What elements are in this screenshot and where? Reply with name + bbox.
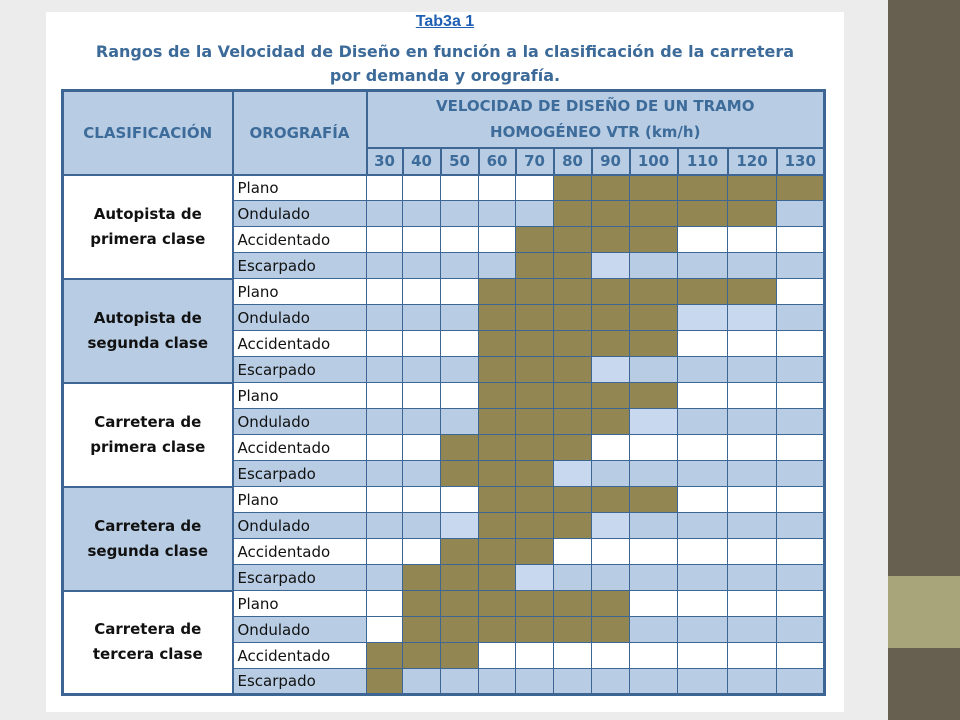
classification-line-2: segunda clase [87, 333, 209, 352]
speed-cell-applicable [479, 279, 516, 305]
speed-cell [630, 435, 678, 461]
speed-cell-applicable [728, 175, 777, 201]
speed-cell [777, 409, 825, 435]
speed-cell-applicable [592, 175, 630, 201]
speed-cell [678, 565, 728, 591]
speed-cell [479, 201, 516, 227]
speed-cell-applicable [554, 617, 592, 643]
table-row [63, 591, 825, 617]
speed-cell [367, 175, 403, 201]
speed-cell-applicable [516, 253, 554, 279]
speed-cell-applicable [592, 331, 630, 357]
classification-cell [63, 487, 233, 591]
orografia-cell: Escarpado [233, 253, 367, 279]
speed-cell [777, 227, 825, 253]
speed-cell-applicable [516, 331, 554, 357]
orografia-cell: Escarpado [233, 461, 367, 487]
speed-cell [441, 409, 479, 435]
speed-cell-applicable [479, 617, 516, 643]
speed-cell-applicable [554, 591, 592, 617]
speed-header-40: 40 [403, 148, 441, 175]
table-row [63, 279, 825, 305]
speed-cell-applicable [441, 591, 479, 617]
speed-cell [728, 487, 777, 513]
speed-cell [678, 435, 728, 461]
speed-cell-applicable [592, 305, 630, 331]
speed-cell-applicable [678, 201, 728, 227]
speed-cell-applicable [554, 227, 592, 253]
speed-cell-applicable [441, 461, 479, 487]
speed-cell [592, 357, 630, 383]
speed-cell-applicable [592, 617, 630, 643]
speed-cell [367, 305, 403, 331]
speed-cell [403, 383, 441, 409]
speed-header-120: 120 [728, 148, 777, 175]
speed-cell-applicable [554, 253, 592, 279]
speed-cell-applicable [441, 617, 479, 643]
orografia-cell: Plano [233, 279, 367, 305]
speed-cell [728, 669, 777, 695]
header-clasificacion: CLASIFICACIÓN [63, 91, 233, 175]
speed-cell [678, 383, 728, 409]
speed-cell [728, 617, 777, 643]
speed-header-90: 90 [592, 148, 630, 175]
speed-cell [441, 201, 479, 227]
speed-cell-applicable [592, 227, 630, 253]
speed-cell-applicable [554, 305, 592, 331]
speed-cell [728, 591, 777, 617]
speed-cell-applicable [678, 175, 728, 201]
speed-cell-applicable [479, 409, 516, 435]
design-speed-table [61, 89, 826, 696]
speed-cell [630, 669, 678, 695]
speed-cell [678, 539, 728, 565]
speed-cell [403, 357, 441, 383]
speed-cell-applicable [403, 565, 441, 591]
speed-cell-applicable [479, 357, 516, 383]
orografia-cell: Ondulado [233, 409, 367, 435]
speed-cell [592, 669, 630, 695]
speed-cell [592, 253, 630, 279]
speed-cell [441, 279, 479, 305]
classification-line-2: primera clase [90, 437, 206, 456]
classification-line-2: primera clase [90, 229, 206, 248]
speed-cell [367, 253, 403, 279]
caption-line-2: por demanda y orografía. [329, 66, 561, 85]
speed-header-60: 60 [479, 148, 516, 175]
speed-cell [678, 487, 728, 513]
speed-cell [479, 227, 516, 253]
classification-cell [63, 591, 233, 695]
speed-cell-applicable [516, 591, 554, 617]
speed-cell [630, 591, 678, 617]
speed-cell [441, 305, 479, 331]
header-velocidad-line-2: HOMOGÉNEO VTR (km/h) [490, 123, 701, 142]
speed-cell-applicable [403, 643, 441, 669]
speed-cell [441, 513, 479, 539]
orografia-cell: Ondulado [233, 305, 367, 331]
orografia-cell: Plano [233, 591, 367, 617]
classification-line-1: Autopista de [93, 308, 202, 327]
speed-cell [777, 253, 825, 279]
speed-cell [728, 435, 777, 461]
speed-cell [592, 643, 630, 669]
speed-cell-applicable [441, 435, 479, 461]
speed-cell-applicable [479, 591, 516, 617]
speed-cell [403, 253, 441, 279]
classification-line-1: Carretera de [94, 620, 202, 639]
speed-cell [479, 643, 516, 669]
orografia-cell: Plano [233, 383, 367, 409]
speed-cell [678, 617, 728, 643]
orografia-cell: Ondulado [233, 513, 367, 539]
speed-cell [403, 279, 441, 305]
speed-cell-applicable [479, 331, 516, 357]
speed-cell-applicable [516, 357, 554, 383]
speed-cell-applicable [479, 487, 516, 513]
speed-cell [403, 435, 441, 461]
speed-cell-applicable [403, 591, 441, 617]
speed-header-130: 130 [777, 148, 825, 175]
speed-cell [777, 435, 825, 461]
speed-cell [777, 331, 825, 357]
speed-cell [678, 305, 728, 331]
speed-cell [678, 591, 728, 617]
speed-cell [728, 461, 777, 487]
orografia-cell: Escarpado [233, 357, 367, 383]
speed-cell-applicable [516, 409, 554, 435]
speed-cell [441, 253, 479, 279]
table-row [63, 487, 825, 513]
speed-cell [367, 201, 403, 227]
speed-cell [403, 227, 441, 253]
speed-cell [441, 383, 479, 409]
speed-cell [728, 383, 777, 409]
speed-cell-applicable [592, 487, 630, 513]
speed-cell [630, 539, 678, 565]
speed-cell [367, 487, 403, 513]
speed-cell [367, 461, 403, 487]
speed-cell [728, 253, 777, 279]
speed-cell [678, 513, 728, 539]
header-velocidad [367, 91, 825, 148]
speed-cell [516, 565, 554, 591]
speed-cell [777, 305, 825, 331]
speed-cell-applicable [516, 383, 554, 409]
speed-cell [678, 253, 728, 279]
speed-cell [403, 539, 441, 565]
speed-cell-applicable [728, 279, 777, 305]
speed-cell-applicable [479, 565, 516, 591]
speed-header-30: 30 [367, 148, 403, 175]
speed-cell [554, 643, 592, 669]
speed-cell [777, 591, 825, 617]
speed-cell [367, 591, 403, 617]
speed-cell [777, 279, 825, 305]
speed-cell-applicable [516, 461, 554, 487]
speed-cell [441, 227, 479, 253]
classification-line-1: Carretera de [94, 516, 202, 535]
orografia-cell: Accidentado [233, 643, 367, 669]
speed-cell [777, 201, 825, 227]
speed-cell [479, 669, 516, 695]
speed-cell-applicable [367, 669, 403, 695]
speed-cell-applicable [516, 279, 554, 305]
speed-cell [592, 435, 630, 461]
speed-cell [630, 513, 678, 539]
speed-cell [777, 643, 825, 669]
speed-cell-applicable [592, 383, 630, 409]
speed-cell-applicable [479, 383, 516, 409]
speed-cell [403, 669, 441, 695]
speed-cell [441, 669, 479, 695]
speed-header-110: 110 [678, 148, 728, 175]
speed-cell [678, 409, 728, 435]
speed-cell [777, 357, 825, 383]
speed-cell [630, 617, 678, 643]
speed-cell-applicable [516, 435, 554, 461]
speed-cell [728, 305, 777, 331]
speed-cell [367, 279, 403, 305]
speed-cell [678, 643, 728, 669]
orografia-cell: Accidentado [233, 331, 367, 357]
speed-cell-applicable [728, 201, 777, 227]
speed-cell [728, 409, 777, 435]
table-title-link[interactable]: Tab3a 1 [415, 13, 475, 30]
speed-cell [630, 253, 678, 279]
header-velocidad-line-1: VELOCIDAD DE DISEÑO DE UN TRAMO [436, 97, 755, 116]
speed-cell [777, 513, 825, 539]
speed-cell-applicable [630, 201, 678, 227]
speed-cell [630, 409, 678, 435]
speed-cell-applicable [554, 331, 592, 357]
classification-line-2: segunda clase [87, 541, 209, 560]
orografia-cell: Escarpado [233, 565, 367, 591]
speed-cell-applicable [630, 279, 678, 305]
speed-cell-applicable [554, 383, 592, 409]
speed-cell [728, 513, 777, 539]
speed-cell-applicable [367, 643, 403, 669]
speed-cell-applicable [479, 305, 516, 331]
table-caption [46, 40, 844, 88]
speed-cell-applicable [479, 513, 516, 539]
speed-cell [678, 669, 728, 695]
speed-cell-applicable [630, 175, 678, 201]
speed-cell [554, 539, 592, 565]
speed-cell [777, 565, 825, 591]
speed-header-80: 80 [554, 148, 592, 175]
speed-cell [403, 409, 441, 435]
speed-cell [554, 461, 592, 487]
classification-line-2: tercera clase [92, 645, 203, 664]
speed-cell-applicable [678, 279, 728, 305]
classification-line-1: Autopista de [93, 204, 202, 223]
speed-cell-applicable [441, 539, 479, 565]
speed-cell-applicable [777, 175, 825, 201]
speed-cell [367, 539, 403, 565]
decorative-sidebar-accent [888, 576, 960, 648]
speed-cell-applicable [554, 409, 592, 435]
table-row [63, 175, 825, 201]
speed-cell [554, 669, 592, 695]
speed-cell [678, 461, 728, 487]
speed-cell [728, 331, 777, 357]
orografia-cell: Ondulado [233, 201, 367, 227]
speed-cell-applicable [592, 201, 630, 227]
speed-cell-applicable [479, 435, 516, 461]
orografia-cell: Plano [233, 175, 367, 201]
speed-cell [403, 331, 441, 357]
speed-cell-applicable [592, 591, 630, 617]
speed-cell [728, 357, 777, 383]
speed-cell [367, 383, 403, 409]
speed-cell [441, 331, 479, 357]
speed-cell-applicable [592, 279, 630, 305]
speed-cell [367, 409, 403, 435]
speed-cell [479, 253, 516, 279]
orografia-cell: Escarpado [233, 669, 367, 695]
classification-cell [63, 175, 233, 279]
speed-cell-applicable [516, 227, 554, 253]
speed-cell [777, 539, 825, 565]
table-row [63, 383, 825, 409]
orografia-cell: Accidentado [233, 539, 367, 565]
speed-cell [441, 175, 479, 201]
speed-cell-applicable [630, 487, 678, 513]
orografia-cell: Plano [233, 487, 367, 513]
speed-cell [592, 513, 630, 539]
speed-cell [678, 331, 728, 357]
speed-cell [367, 513, 403, 539]
speed-cell [777, 487, 825, 513]
speed-cell-applicable [630, 305, 678, 331]
speed-cell-applicable [516, 539, 554, 565]
speed-cell [728, 227, 777, 253]
speed-cell-applicable [554, 435, 592, 461]
speed-header-70: 70 [516, 148, 554, 175]
speed-cell-applicable [516, 487, 554, 513]
speed-cell [777, 461, 825, 487]
speed-cell [592, 565, 630, 591]
speed-cell [678, 227, 728, 253]
speed-cell-applicable [516, 305, 554, 331]
speed-header-50: 50 [441, 148, 479, 175]
speed-cell-applicable [554, 175, 592, 201]
speed-cell-applicable [516, 617, 554, 643]
speed-cell [728, 565, 777, 591]
speed-cell [777, 669, 825, 695]
speed-cell [367, 435, 403, 461]
speed-cell [678, 357, 728, 383]
speed-cell [516, 669, 554, 695]
speed-cell [403, 461, 441, 487]
orografia-cell: Ondulado [233, 617, 367, 643]
classification-line-1: Carretera de [94, 412, 202, 431]
orografia-cell: Accidentado [233, 227, 367, 253]
speed-cell [728, 539, 777, 565]
speed-cell [777, 617, 825, 643]
speed-cell [630, 357, 678, 383]
speed-cell-applicable [441, 565, 479, 591]
speed-cell [367, 331, 403, 357]
speed-cell [479, 175, 516, 201]
classification-cell [63, 279, 233, 383]
speed-cell [592, 461, 630, 487]
speed-cell [728, 643, 777, 669]
speed-cell [441, 357, 479, 383]
speed-cell [516, 643, 554, 669]
speed-cell [403, 305, 441, 331]
speed-cell-applicable [554, 279, 592, 305]
speed-cell [777, 383, 825, 409]
speed-cell [592, 539, 630, 565]
speed-cell-applicable [554, 487, 592, 513]
speed-cell [403, 201, 441, 227]
speed-cell-applicable [554, 201, 592, 227]
speed-cell [367, 617, 403, 643]
speed-cell [630, 565, 678, 591]
speed-cell-applicable [403, 617, 441, 643]
speed-cell-applicable [630, 331, 678, 357]
speed-cell [516, 201, 554, 227]
speed-cell [403, 487, 441, 513]
classification-cell [63, 383, 233, 487]
caption-line-1: Rangos de la Velocidad de Diseño en función a la clasificación de la carretera [95, 42, 795, 61]
header-orografia: OROGRAFÍA [233, 91, 367, 175]
speed-cell [554, 565, 592, 591]
speed-cell [441, 487, 479, 513]
speed-cell-applicable [630, 383, 678, 409]
speed-header-100: 100 [630, 148, 678, 175]
speed-cell [516, 175, 554, 201]
speed-cell-applicable [554, 357, 592, 383]
speed-cell-applicable [479, 461, 516, 487]
speed-cell [367, 565, 403, 591]
speed-cell [630, 643, 678, 669]
speed-cell [630, 461, 678, 487]
speed-cell [367, 357, 403, 383]
speed-cell [367, 227, 403, 253]
speed-cell-applicable [554, 513, 592, 539]
speed-cell [403, 513, 441, 539]
orografia-cell: Accidentado [233, 435, 367, 461]
speed-cell-applicable [592, 409, 630, 435]
speed-cell [403, 175, 441, 201]
speed-cell-applicable [516, 513, 554, 539]
speed-cell-applicable [630, 227, 678, 253]
speed-cell-applicable [441, 643, 479, 669]
speed-cell-applicable [479, 539, 516, 565]
